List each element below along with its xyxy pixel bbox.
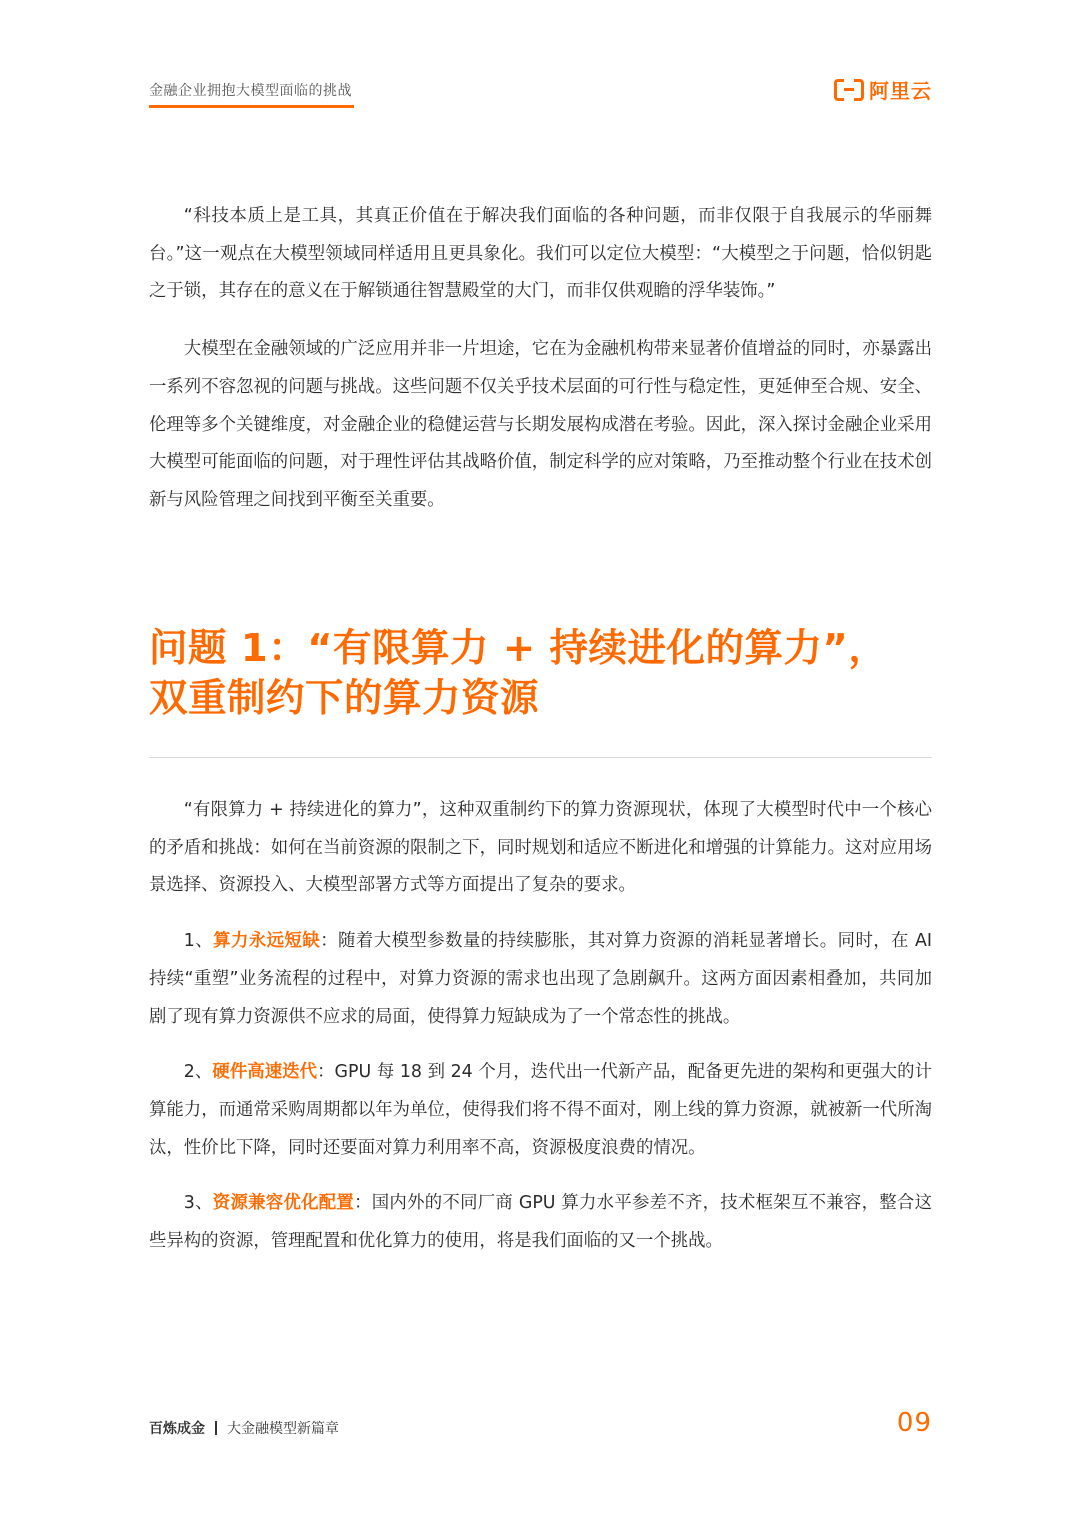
section-title-line: 双重制约下的算力资源 xyxy=(149,676,540,721)
item-keyword: 算力永远短缺 xyxy=(213,931,321,952)
item-prefix: 2、 xyxy=(183,1062,213,1083)
aliyun-bracket-logo-icon xyxy=(834,79,864,99)
item-text: ：GPU 每 18 到 24 个月，迭代出一代新产品，配备更先进的架构和更强大的计算能力，而通常采购周期都以年为单位，使得我们将不得不面对，刚上线的算力资源，就被新一代所淘汰，性价比下降，同时还要面对算力利用率不高，资源极度浪费的情况。 xyxy=(149,1062,932,1158)
section-title-line: 问题 1：“有限算力 + 持续进化的算力”， xyxy=(149,626,888,671)
intro-paragraph: “科技本质上是工具，其真正价值在于解决我们面临的各种问题，而非仅限于自我展示的华丽舞台。”这一观点在大模型领域同样适用且更具象化。我们可以定位大模型：“大模型之于问题，恰似钥匙之于锁，其存在的意义在于解锁通往智慧殿堂的大门，而非仅供观瞻的浮华装饰。” xyxy=(149,206,932,302)
section-title xyxy=(149,624,932,724)
item-prefix: 3、 xyxy=(183,1193,213,1214)
item-keyword: 硬件高速迭代 xyxy=(212,1062,318,1083)
footer-brand: 百炼成金 xyxy=(149,1421,205,1437)
intro-paragraph: 大模型在金融领域的广泛应用并非一片坦途，它在为金融机构带来显著价值增益的同时，亦暴露出一系列不容忽视的问题与挑战。这些问题不仅关乎技术层面的可行性与稳定性，更延伸至合规、安全、伦理等多个关键维度，对金融企业的稳健运营与长期发展构成潜在考验。因此，深入探讨金融企业采用大模型可能面临的问题，对于理性评估其战略价值，制定科学的应对策略，乃至推动整个行业在技术创新与风险管理之间找到平衡至关重要。 xyxy=(149,339,932,510)
item-text: ：随着大模型参数量的持续膨胀，其对算力资源的消耗显著增长。同时，在 AI 持续“重塑”业务流程的过程中，对算力资源的需求也出现了急剧飙升。这两方面因素相叠加，共同加剧了现有算力资源供不应求的局面，使得算力短缺成为了一个常态性的挑战。 xyxy=(149,931,932,1027)
aliyun-logo xyxy=(834,76,932,102)
intro-section xyxy=(149,198,932,520)
header-underline xyxy=(149,105,354,108)
challenge-item xyxy=(149,923,932,1036)
page-header xyxy=(149,76,932,110)
challenge-item xyxy=(149,1185,932,1260)
item-text: ：国内外的不同厂商 GPU 算力水平参差不齐，技术框架互不兼容，整合这些异构的资源，管理配置和优化算力的使用，将是我们面临的又一个挑战。 xyxy=(149,1193,932,1252)
item-prefix: 1、 xyxy=(183,931,214,952)
section-lead-paragraph: “有限算力 + 持续进化的算力”，这种双重制约下的算力资源现状，体现了大模型时代中一个核心的矛盾和挑战：如何在当前资源的限制之下，同时规划和适应不断进化和增强的计算能力。这对应用场景选择、资源投入、大模型部署方式等方面提出了复杂的要求。 xyxy=(149,800,932,896)
footer-subtitle: 大金融模型新篇章 xyxy=(227,1421,339,1437)
page-number: 09 xyxy=(896,1408,932,1438)
page-footer xyxy=(149,1408,932,1444)
challenge-item xyxy=(149,1054,932,1167)
header-title: 金融企业拥抱大模型面临的挑战 xyxy=(149,83,352,99)
section-body xyxy=(149,792,932,1261)
footer-separator xyxy=(215,1421,217,1435)
item-keyword: 资源兼容优化配置 xyxy=(212,1193,355,1214)
footer-left xyxy=(149,1418,339,1438)
section-divider xyxy=(149,757,932,758)
logo-text: 阿里云 xyxy=(869,78,932,103)
